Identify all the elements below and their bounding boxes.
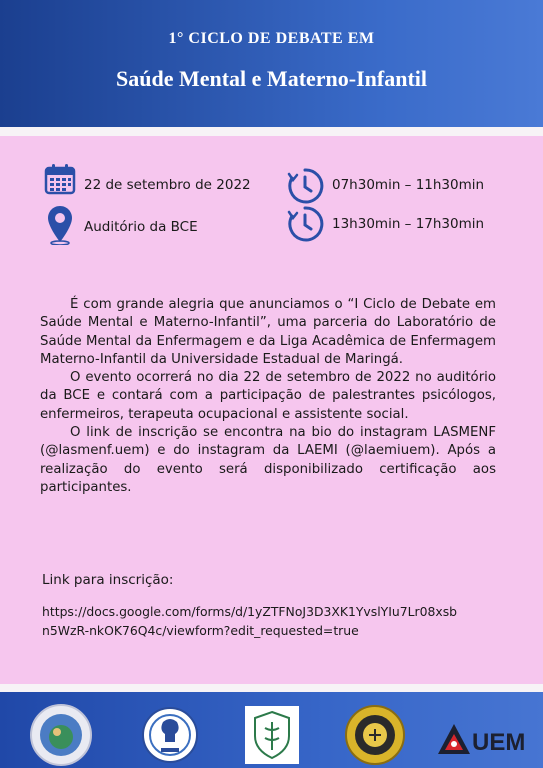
header-title: Saúde Mental e Materno-Infantil [115, 66, 428, 91]
uem-label: UEM [472, 729, 526, 756]
registration-link[interactable] [42, 602, 502, 640]
location-pin-icon [47, 205, 73, 245]
event-location: Auditório da BCE [84, 219, 198, 235]
laemi-logo [28, 704, 94, 766]
header-banner [0, 0, 543, 127]
link-url-line1[interactable]: https://docs.google.com/forms/d/1yZTFNoJ3D3XK1YvslYIu7Lr08xsb [42, 604, 458, 619]
nursing-seal-logo [345, 704, 405, 766]
clock-icon [286, 205, 324, 243]
header-subtitle: 1° CICLO DE DEBATE EM [168, 30, 375, 47]
paragraph-registration: O link de inscrição se encontra na bio do instagram LASMENF (@lasmenf.uem) e do instagram da LAEMI (@laemiuem). Após a realização do evento será disponibilizado certificação aos participantes. [40, 425, 496, 495]
shield-logo [245, 706, 299, 764]
header-divider [0, 127, 543, 136]
announcement-text [40, 296, 496, 497]
event-time-afternoon: 13h30min – 17h30min [332, 216, 485, 232]
lasmenf-logo [141, 704, 199, 766]
footer-divider [0, 684, 543, 692]
calendar-icon [44, 163, 76, 195]
event-time-morning: 07h30min – 11h30min [332, 177, 485, 193]
paragraph-event: O evento ocorrerá no dia 22 de setembro de 2022 no auditório da BCE e contará com a participação de palestrantes psicólogos, enfermeiros, terapeuta ocupacional e assistente social. [40, 370, 496, 422]
event-date: 22 de setembro de 2022 [84, 177, 251, 193]
clock-icon [286, 167, 324, 205]
paragraph-intro: É com grande alegria que anunciamos o “I Ciclo de Debate em Saúde Mental e Materno-Infantil”, uma parceria do Laboratório de Saúde Mental da Enfermagem e da Liga Acadêmica de Enfermagem Materno-Infantil da Universidade Estadual de Maringá. [40, 297, 496, 367]
link-url-line2[interactable]: n5WzR-nkOK76Q4c/viewform?edit_requested=true [42, 623, 359, 638]
uem-logo-mark [436, 722, 472, 758]
link-label: Link para inscrição: [42, 572, 174, 588]
